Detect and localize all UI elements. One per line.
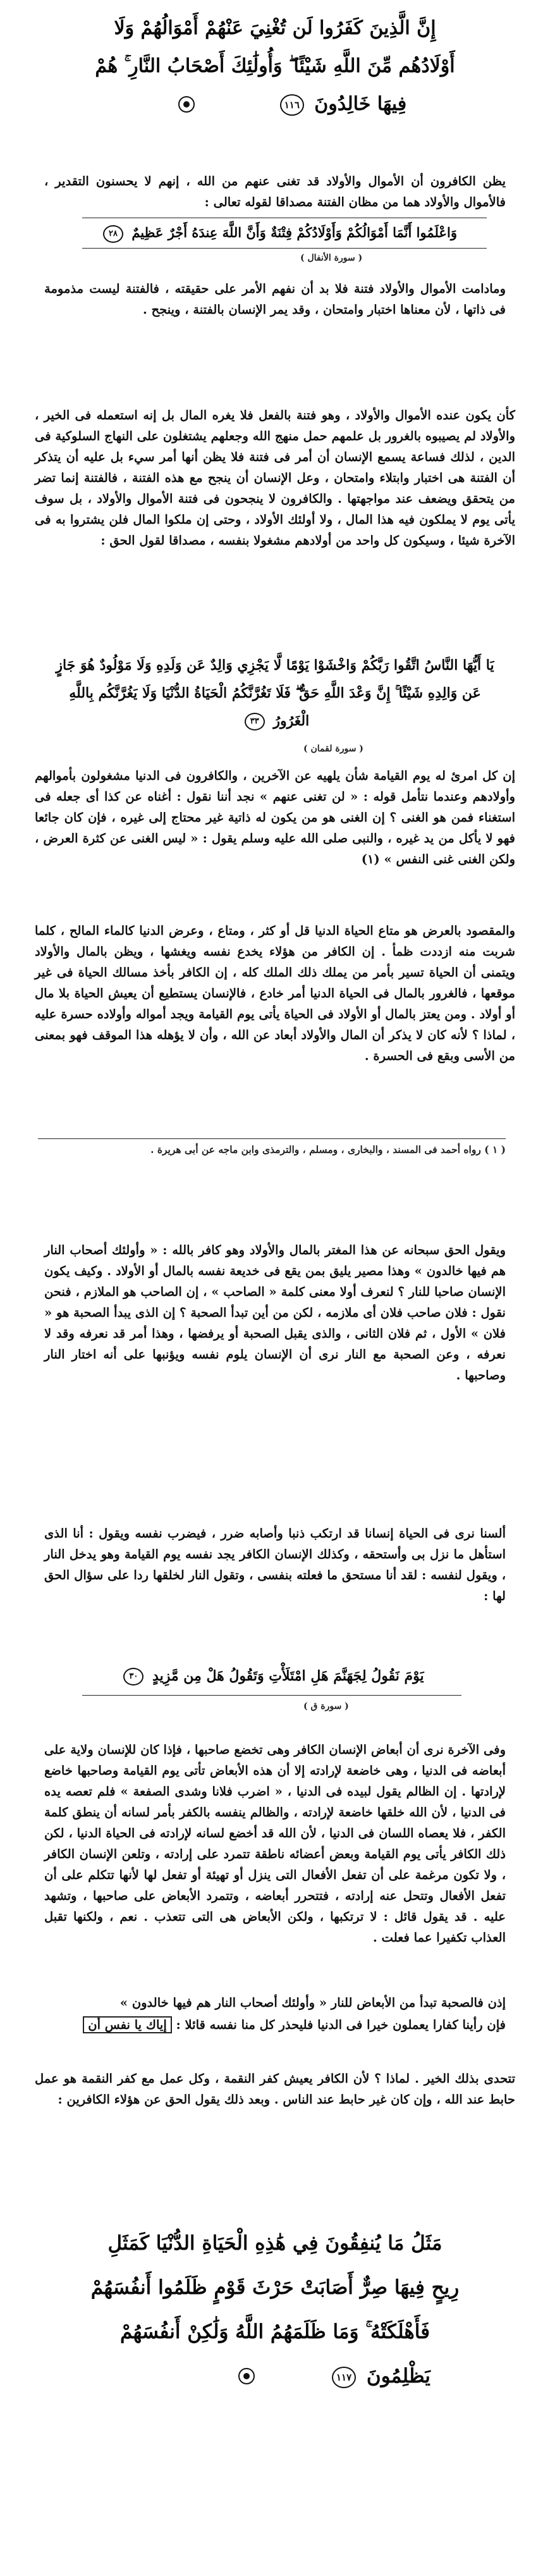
section1-verse-text: وَاعْلَمُوا أَنَّمَا أَمْوَالُكُمْ وَأَوْلَادُكُمْ فِتْنَةٌ وَأَنَّ اللَّهَ عِندَهُ أَجْرٌ عَظِيمٌ bbox=[131, 225, 457, 240]
section1-ayah-mark: ٢٨ bbox=[103, 225, 123, 243]
section3-paragraph4-line2-wrap bbox=[44, 2014, 506, 2035]
section3-paragraph4-line1: إذن فالصحبة تبدأ من الأبعاض للنار « وأولئك أصحاب النار هم فيها خالدون » bbox=[119, 1995, 506, 2010]
section1-verse bbox=[70, 221, 487, 244]
verse-bottom-line2: رِيحٍ فِيهَا صِرٌّ أَصَابَتْ حَرْثَ قَوْمٍ ظَلَمُوا أَنفُسَهُمْ bbox=[90, 2276, 460, 2299]
section2-ayah-mark: ٣٣ bbox=[245, 713, 265, 730]
section1-paragraph2: ومادامت الأموال والأولاد فتنة فلا بد أن نفهم الأمر على حقيقته ، فالفتنة ليست مذمومة فى ذاتها ، لأن معناها اختبار وامتحان ، وقد يمر الإنسان بالفتنة ، وينجح . bbox=[44, 281, 506, 317]
section1-verse-rule-bottom bbox=[82, 248, 487, 249]
section4-paragraph1: تتحدى بذلك الخير . لماذا ؟ لأن الكافر يعيش كفر النقمة ، وكل عمل مع كفر النقمة هو عمل حابط عند الله ، وإن كان غير حابط عند الناس . وبعد ذلك يقول الحق عن هؤلاء الكافرين : bbox=[35, 2071, 515, 2107]
section2-paragraph2: إن كل امرئ له يوم القيامة شأن يلهيه عن الآخرين ، والكافرون فى الدنيا مشغولون بأموالهم وأولادهم وعندما نتأمل قوله : « لن تغنى عنهم » نجد أننا نقول : أغناه عن كذا أى جعله فى استغناء فمن هو الغنى ؟ إن الغنى هو من يكون له ذاتية غير محتاج إلى غيره ، فإن كان جائعا فهو لا يأكل من يد غيره ، والنبى صلى الله عليه وسلم يقول : « ليس الغنى عن كثرة العرض ، ولكن الغنى غنى النفس » (١) bbox=[35, 768, 515, 866]
section3-paragraph2: ألسنا نرى فى الحياة إنسانا قد ارتكب ذنبا وأصابه ضرر ، فيضرب نفسه ويقول : أنا الذى استأهل ما نزل بى وأستحقه ، وكذلك الإنسان الكافر يجد نفسه يوم القيامة وهو يدخل النار ، ويقول لنفسه : لقد أنا مستحق ما فعلته بنفسى ، وتقول النار لخلقها ردا على سؤال الحق لها : bbox=[44, 1526, 506, 1603]
verse-bottom-line3: فَأَهْلَكَتْهُ ۚ وَمَا ظَلَمَهُمُ اللَّهُ وَلَٰكِنْ أَنفُسَهُمْ bbox=[119, 2320, 430, 2343]
footnote-separator-rule bbox=[38, 1138, 506, 1139]
ayah-number-mark: ١١٦ bbox=[280, 94, 304, 116]
verse-bottom-line4-text: يَظْلِمُونَ bbox=[366, 2365, 430, 2388]
section2-surah-ref: ( سورة لقمان ) bbox=[303, 744, 363, 754]
section3-surah-ref: ( سورة ق ) bbox=[303, 1701, 349, 1711]
section3-paragraph4-line2: فإن رأينا كفارا يعملون خيرا فى الدنيا فليحذر كل منا نفسه قائلا : bbox=[176, 2018, 506, 2032]
section2-verse bbox=[54, 651, 496, 735]
section3-ayah-mark: ٣٠ bbox=[123, 1668, 143, 1685]
verse-top-line3 bbox=[209, 87, 474, 121]
section2-paragraph1: كأن يكون عنده الأموال والأولاد ، وهو فتنة بالفعل فلا يغره المال بل إنه استعمله فى الخير ، والأولاد لم يصيبوه بالغرور بل علمهم حمل منهج الله وجعلهم يشتغلون على النهاج السلوكية فى الدين ، لذلك فساعة يسمع الإنسان أن أمر فى فتنة فلا يظن أنها أمر سيء بل عليه أن يتذكر أن الفتنة هى اختبار وابتلاء وامتحان ، وعل الإنسان أن ينجح مع هذه الفتنة ، فالفتنة إنما تضر من يتحقق ويضعف عند مواجهتها . والكافرون لا ينجحون فى فتنة الأموال والأولاد ، بل سوف يأتى يوم لا يملكون فيه هذا المال ، ولا أولئك الأولاد ، وحتى إن ملكوا المال فلن يشتروا به فى الآخرة شيئا ، وسيكون كل واحد من أولادهم مشغولا بنفسه ، مصداقا لقول الحق : bbox=[35, 408, 515, 548]
verse-top-line2: أَوْلَادُهُم مِّنَ اللَّهِ شَيْئًا ۖ وَأُولَٰئِكَ أَصْحَابُ النَّارِ ۚ هُمْ bbox=[95, 55, 455, 77]
section3-verse bbox=[82, 1665, 461, 1687]
section2-verse-text: يَا أَيُّهَا النَّاسُ اتَّقُوا رَبَّكُمْ وَاخْشَوْا يَوْمًا لَّا يَجْزِي وَالِدٌ عَن وَلَدِهِ وَلَا مَوْلُودٌ هُوَ جَازٍ عَن وَالِدِهِ شَيْئًا ۚ إِنَّ وَعْدَ اللَّهِ حَقٌّ ۖ فَلَا تَغُرَّنَّكُمُ الْحَيَاةُ الدُّنْيَا وَلَا يَغُرَّنَّكُم بِاللَّهِ الْغَرُورُ bbox=[56, 657, 494, 729]
rosette-ornament-icon bbox=[234, 2367, 259, 2386]
verse-top-line1: إِنَّ الَّذِينَ كَفَرُوا لَن تُغْنِيَ عَنْهُمْ أَمْوَالُهُمْ وَلَا bbox=[114, 17, 436, 39]
section3-paragraph1: ويقول الحق سبحانه عن هذا المغتر بالمال والأولاد وهو كافر بالله : « وأولئك أصحاب النار هم فيها خالدون » وهذا مصير يليق بمن يقع فى خديعة نفسه بالمال أو الأولاد . وكيف يكون الإنسان صاحبا للنار ؟ لنعرف أولا معنى كلمة « الصاحب » ، إن الصاحب هو الملازم ، فنحن نقول : فلان صاحب فلان أى ملازمه ، لكن من أين تبدأ الصحبة ؟ إن الذى يبدأ الصحبة هو « فلان » الأول ، ثم فلان الثانى ، والذى يقبل الصحبة أو يرفضها ، وهذا أمر قد نعرفه وقد لا نعرفه ، وعن الصحبة مع النار نرى أن الإنسان يلوم نفسه ويؤنبها على أنه اختار النار وصاحبها . bbox=[44, 1243, 506, 1383]
verse-bottom-ayah-mark: ١١٧ bbox=[332, 2367, 356, 2388]
section2-paragraph3: والمقصود بالعرض هو متاع الحياة الدنيا قل أو كثر ، ومتاع ، وعرض الدنيا كالماء المالح ، كلما شربت منه ازددت ظمأ . إن الكافر من هؤلاء يخدع نفسه ويغشها ، ويظن بالمال والأولاد ويتمنى أن الحياة تسير بأمر من يملك ذلك الملك كله ، إن الكافر بأخذ مسالك الحياة فى غير موقعها ، فالغرور بالمال فى الحياة الدنيا أمر خادع ، فالإنسان يستطيع أن يعيش الحياة بلا مال أو أولاد . ومن يعتز بالمال أو الأولاد فى الحياة يأتى يوم القيامة ويجد أمواله وأولاده حسرة عليه ، لماذا ؟ لأنه كان لا يذكر أن المال والأولاد أبعاد عن الله ، وأن لا يؤهله هذا الموقف فهو بمعنى من الأسى وبقع فى الحسرة . bbox=[35, 923, 515, 1063]
rosette-ornament-icon bbox=[174, 95, 199, 114]
footnote-text: ( ١ ) رواه أحمد فى المسند ، والبخارى ، ومسلم ، والترمذى وابن ماجه عن أبى هريرة . bbox=[150, 1143, 506, 1156]
verse-top-line3-text: فِيهَا خَالِدُونَ bbox=[314, 93, 407, 115]
section3-verse-rule bbox=[82, 1695, 461, 1696]
verse-bottom-line1: مَثَلُ مَا يُنفِقُونَ فِي هَٰذِهِ الْحَيَاةِ الدُّنْيَا كَمَثَلِ bbox=[107, 2232, 442, 2255]
section1-paragraph1: يظن الكافرون أن الأموال والأولاد قد تغنى عنهم من الله ، إنهم لا يحسنون التقدير ، فالأموال والأولاد هما من مظان الفتنة مصداقا لقوله تعالى : bbox=[44, 174, 506, 209]
section3-boxed-phrase: إياك يا نفس أن bbox=[83, 2016, 171, 2033]
section1-surah-ref: ( سورة الأنفال ) bbox=[300, 253, 363, 263]
section3-paragraph3: وفى الآخرة نرى أن أبعاض الإنسان الكافر وهى تخضع صاحبها ، فإذا كان للإنسان ولاية على أبعاضه فى الدنيا ، وهى خاضعة لإرادته إلا أن هذه الأبعاض تأتى يوم القيامة وصاحبها خاضع لإرادتها . إن الظالم يقول لبيده فى الدنيا ، « اضرب فلانا وشدى الصفعة » فلم تعصه يده فى الدنيا ، لأن الله خلقها خاضعة لإرادته ، والظالم ينفسه بالكفر بأمر لسانه أن ينطق كلمة الكفر ، فلا يعصاه اللسان فى الدنيا ، لأن الله قد أخضع لسانه لإرادته فى الحياة الدنيا ، لكن ذلك الكافر يأتى يوم القيامة وبعض أعضائه ناطقة تتمرد على إرادته ، وتلعن الإنسان الكافر ، ولا تكون مرغمة على أن تفعل الأفعال التى ينزل أو تهيئة أو تفعل لها لأنها تتكلم على أن تفعل الأفعال وتتحل عنه إرادته ، فتتحرر أبعاضه ، وتتمرد الأبعاض على صاحبها ، وتشهد عليه . قد يقول قائل : لا ترتكبها ، ولكن الأبعاض هى التى تتعذب . نعم ، ولكنها تقبل العذاب تكفيرا عما فعلت . bbox=[44, 1742, 506, 1945]
section3-verse-text: يَوْمَ نَقُولُ لِجَهَنَّمَ هَلِ امْتَلَأْتِ وَتَقُولُ هَلْ مِن مَّزِيدٍ bbox=[152, 1668, 424, 1684]
verse-bottom-line4 bbox=[265, 2359, 493, 2393]
